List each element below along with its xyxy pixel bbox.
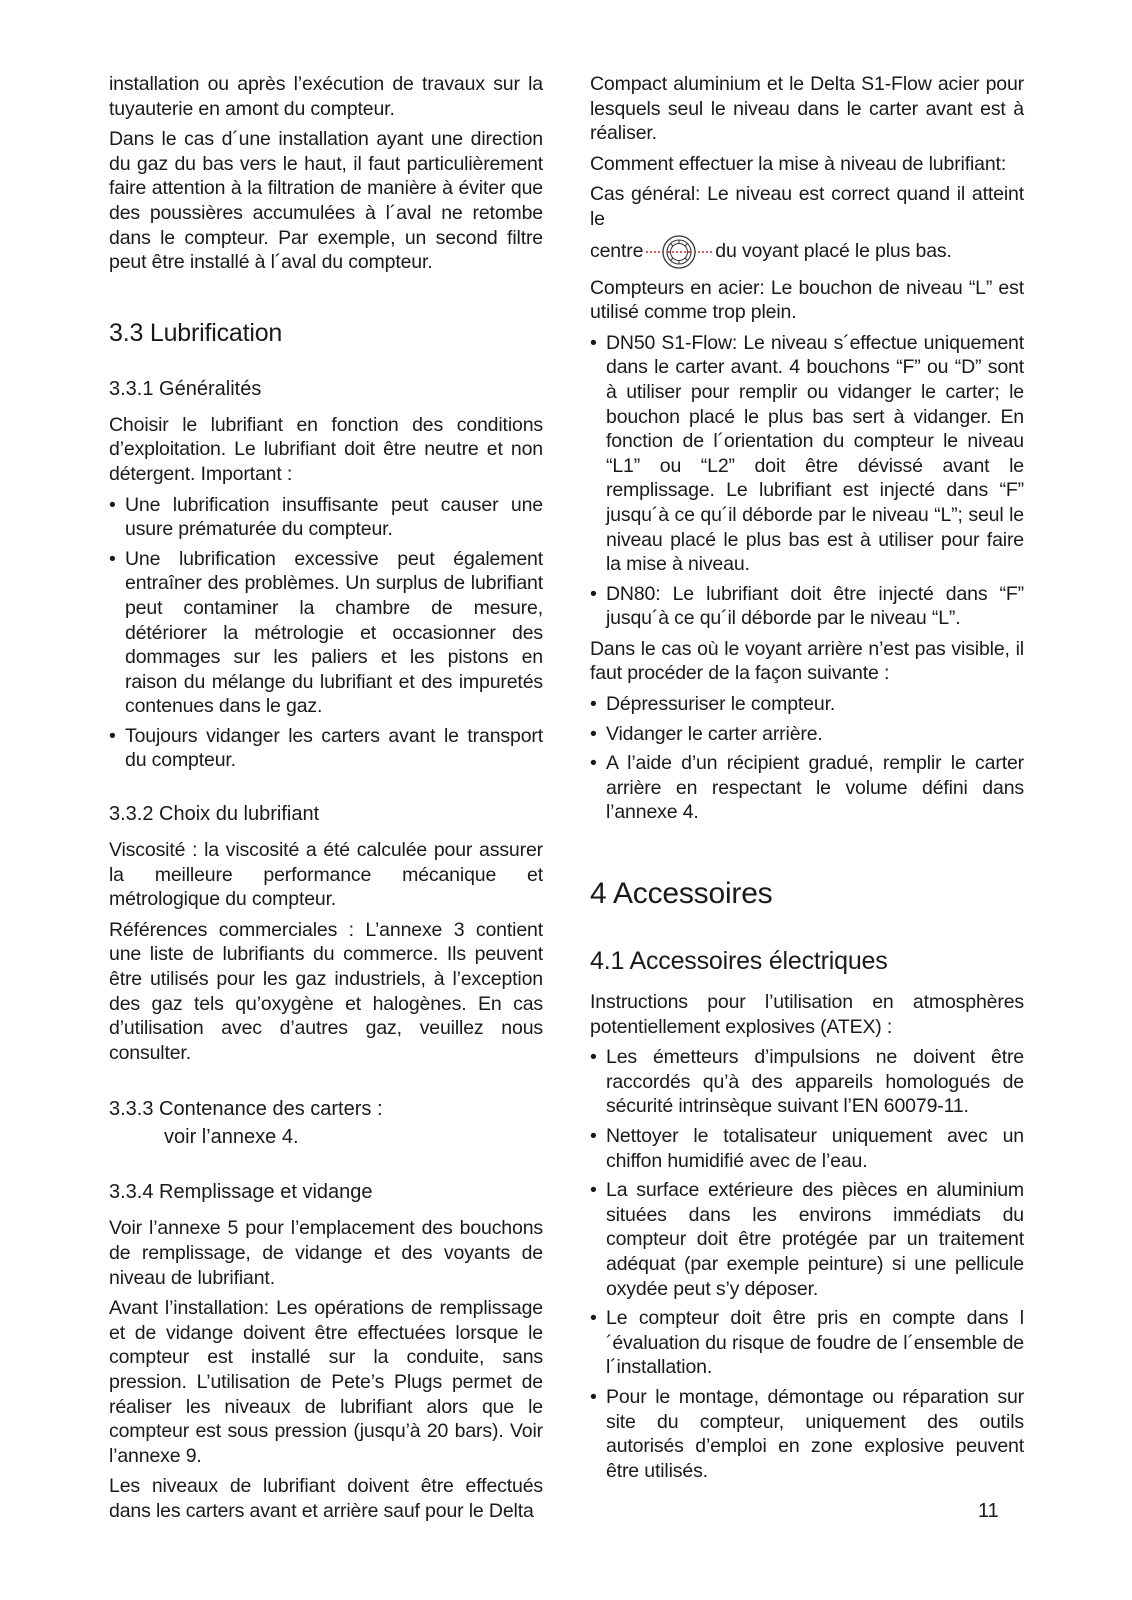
- bullet-list-lubrication: [109, 493, 543, 774]
- heading-remplissage: 3.3.4 Remplissage et vidange: [109, 1181, 373, 1204]
- heading-accessoires-electriques: 4.1 Accessoires électriques: [590, 947, 888, 976]
- heading-contenance-line2: voir l’annexe 4.: [164, 1126, 299, 1149]
- list-item: • DN80: Le lubrifiant doit être injecté dans “F” jusqu´à ce qu´il déborde par le niveau “L”.: [590, 582, 1024, 631]
- paragraph-references: Références commerciales : L’annexe 3 contient une liste de lubrifiants du commerce. Ils peuvent être utilisés pour les gaz industriels, à l’exception des gaz tels qu’oxygène et halogènes. En cas d’utilisation avec d’autres gaz, veuillez nous consulter.: [109, 918, 543, 1064]
- paragraph-niveaux: Les niveaux de lubrifiant doivent être effectués dans les carters avant et arrière sauf pour le Delta: [109, 1475, 543, 1522]
- list-item: • Vidanger le carter arrière.: [590, 722, 1024, 747]
- centre-text-b: du voyant placé le plus bas.: [715, 240, 952, 263]
- paragraph-choisir: Choisir le lubrifiant en fonction des conditions d’exploitation. Le lubrifiant doit être neutre et non détergent. Important :: [109, 413, 543, 485]
- list-item: • Une lubrification excessive peut également entraîner des problèmes. Un surplus de lubrifiant peut contaminer la chambre de mesure, détériorer la métrologie et occasionner des dommages sur les paliers et les pistons en raison du mélange du lubrifiant et des impuretés contenues dans le gaz.: [109, 547, 543, 719]
- list-item: • DN50 S1-Flow: Le niveau s´effectue uniquement dans le carter avant. 4 bouchons “F” ou “D” sont à utiliser pour remplir ou vidanger le carter; le bouchon placé le plus bas sert à vidanger. En fonction de l´orientation du compteur le niveau “L1” ou “L2” doit être dévissé avant le remplissage. Le lubrifiant est injecté dans “F” jusqu´à ce qu´il déborde par le niveau “L”; seul le niveau placé le plus bas est à utiliser pour faire la mise à niveau.: [590, 331, 1024, 577]
- paragraph-comment: Comment effectuer la mise à niveau de lubrifiant:: [590, 152, 1007, 175]
- list-item: • Dépressuriser le compteur.: [590, 692, 1024, 717]
- heading-generalites: 3.3.1 Généralités: [109, 377, 262, 400]
- right-column: [590, 72, 1024, 1489]
- sight-glass-icon: [646, 234, 712, 270]
- heading-contenance-line1: 3.3.3 Contenance des carters :: [109, 1098, 383, 1121]
- list-item: • Les émetteurs d’impulsions ne doivent être raccordés qu’à des appareils homologués de sécurité intrinsèque suivant l’EN 60079-11.: [590, 1045, 1024, 1119]
- paragraph-cas-general: Cas général: Le niveau est correct quand il atteint le: [590, 183, 1024, 230]
- paragraph-voyant: Dans le cas où le voyant arrière n’est pas visible, il faut procéder de la façon suivante :: [590, 637, 1024, 685]
- list-item: • La surface extérieure des pièces en aluminium situées dans les environs immédiats du compteur doit être protégée par un traitement adéquat (par exemple peinture) si une pellicule oxydée peut s’y déposer.: [590, 1178, 1024, 1301]
- list-item: • Le compteur doit être pris en compte dans l´évaluation du risque de foudre de l´ensemble de l´installation.: [590, 1306, 1024, 1380]
- bullet-list-steps: [590, 692, 1024, 825]
- paragraph-viscosite: Viscosité : la viscosité a été calculée pour assurer la meilleure performance mécanique et métrologique du compteur.: [109, 839, 543, 911]
- list-item: • A l’aide d’un récipient gradué, remplir le carter arrière en respectant le volume défini dans l’annexe 4.: [590, 751, 1024, 825]
- list-item: • Pour le montage, démontage ou réparation sur site du compteur, uniquement des outils autorisés d’emploi en zone explosive peuvent être utilisés.: [590, 1385, 1024, 1483]
- heading-choix-lubrifiant: 3.3.2 Choix du lubrifiant: [109, 803, 320, 826]
- paragraph-intro: installation ou après l’exécution de travaux sur la tuyauterie en amont du compteur.: [109, 73, 543, 120]
- page-number: 11: [978, 1500, 999, 1522]
- paragraph-compact: Compact aluminium et le Delta S1-Flow acier pour lesquels seul le niveau dans le carter avant est à réaliser.: [590, 73, 1024, 145]
- paragraph-voir-annexe: Voir l’annexe 5 pour l’emplacement des bouchons de remplissage, de vidange et des voyants de niveau de lubrifiant.: [109, 1217, 543, 1289]
- list-item: • Une lubrification insuffisante peut causer une usure prématurée du compteur.: [109, 493, 543, 542]
- bullet-list-dn: [590, 331, 1024, 631]
- bullet-list-atex: [590, 1045, 1024, 1483]
- list-item: • Toujours vidanger les carters avant le transport du compteur.: [109, 724, 543, 773]
- heading-lubrification: 3.3 Lubrification: [109, 318, 283, 347]
- paragraph-acier: Compteurs en acier: Le bouchon de niveau “L” est utilisé comme trop plein.: [590, 276, 1024, 324]
- paragraph-avant-installation: Avant l’installation: Les opérations de remplissage et de vidange doivent être effectuées lorsque le compteur est installé sur la conduite, sans pression. L’utilisation de Pete’s Plugs permet de réaliser les niveaux de lubrifiant alors que le compteur est sous pression (jusqu’à 20 bars). Voir l’annexe 9.: [109, 1297, 543, 1467]
- paragraph-atex: Instructions pour l’utilisation en atmosphères potentiellement explosives (ATEX) :: [590, 991, 1024, 1038]
- heading-contenance: [109, 1095, 543, 1151]
- paragraph-centre: [590, 234, 1024, 270]
- heading-accessoires: 4 Accessoires: [590, 877, 773, 911]
- paragraph-gas-direction: Dans le cas d´une installation ayant une direction du gaz du bas vers le haut, il faut particulièrement faire attention à la filtration de manière à éviter que des poussières accumulées à l´aval ne retombe dans le compteur. Par exemple, un second filtre peut être installé à l´aval du compteur.: [109, 128, 543, 274]
- list-item: • Nettoyer le totalisateur uniquement avec un chiffon humidifié avec de l’eau.: [590, 1124, 1024, 1173]
- centre-text-a: centre: [590, 240, 644, 263]
- left-column: [109, 72, 543, 1530]
